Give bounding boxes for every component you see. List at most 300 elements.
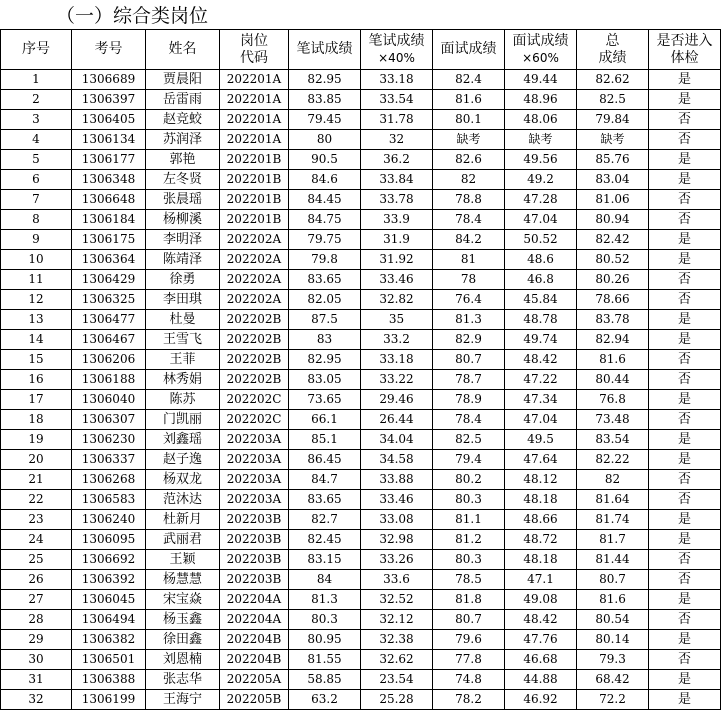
- cell-exam-no: 1306337: [72, 450, 146, 470]
- cell-exam-no: 1306325: [72, 290, 146, 310]
- cell-physical-exam: 是: [649, 90, 721, 110]
- cell-physical-exam: 否: [649, 490, 721, 510]
- cell-no: 25: [1, 550, 72, 570]
- header-interview-60: 面试成绩 ×60%: [505, 30, 577, 70]
- cell-position-code: 202202B: [220, 310, 289, 330]
- cell-exam-no: 1306188: [72, 370, 146, 390]
- cell-interview-60: 48.78: [505, 310, 577, 330]
- cell-interview-score: 76.4: [433, 290, 505, 310]
- cell-physical-exam: 否: [649, 210, 721, 230]
- cell-interview-60: 47.1: [505, 570, 577, 590]
- cell-no: 30: [1, 650, 72, 670]
- cell-no: 26: [1, 570, 72, 590]
- cell-total-score: 82.22: [577, 450, 649, 470]
- cell-written-40: 33.2: [361, 330, 433, 350]
- cell-interview-60: 44.88: [505, 670, 577, 690]
- header-total-score: 总 成绩: [577, 30, 649, 70]
- cell-interview-score: 80.7: [433, 350, 505, 370]
- cell-position-code: 202203A: [220, 450, 289, 470]
- cell-no: 8: [1, 210, 72, 230]
- cell-interview-60: 47.04: [505, 210, 577, 230]
- cell-physical-exam: 是: [649, 250, 721, 270]
- cell-written-score: 80.3: [289, 610, 361, 630]
- cell-written-40: 29.46: [361, 390, 433, 410]
- cell-physical-exam: 否: [649, 570, 721, 590]
- header-written-40: 笔试成绩 ×40%: [361, 30, 433, 70]
- cell-exam-no: 1306206: [72, 350, 146, 370]
- table-row: [1, 550, 721, 570]
- cell-total-score: 81.64: [577, 490, 649, 510]
- cell-written-40: 32.38: [361, 630, 433, 650]
- table-row: [1, 430, 721, 450]
- cell-interview-60: 48.66: [505, 510, 577, 530]
- cell-exam-no: 1306477: [72, 310, 146, 330]
- cell-name: 王颖: [146, 550, 220, 570]
- cell-no: 18: [1, 410, 72, 430]
- cell-name: 张志华: [146, 670, 220, 690]
- table-row: [1, 270, 721, 290]
- cell-exam-no: 1306268: [72, 470, 146, 490]
- cell-no: 23: [1, 510, 72, 530]
- cell-written-40: 33.46: [361, 270, 433, 290]
- cell-written-score: 83.05: [289, 370, 361, 390]
- cell-interview-score: 82.4: [433, 70, 505, 90]
- cell-interview-60: 48.72: [505, 530, 577, 550]
- cell-total-score: 81.06: [577, 190, 649, 210]
- cell-exam-no: 1306648: [72, 190, 146, 210]
- cell-physical-exam: 否: [649, 410, 721, 430]
- cell-written-score: 83.65: [289, 270, 361, 290]
- cell-no: 20: [1, 450, 72, 470]
- cell-written-40: 33.46: [361, 490, 433, 510]
- table-row: [1, 390, 721, 410]
- cell-position-code: 202201A: [220, 90, 289, 110]
- cell-exam-no: 1306382: [72, 630, 146, 650]
- cell-physical-exam: 是: [649, 230, 721, 250]
- cell-written-40: 33.22: [361, 370, 433, 390]
- cell-exam-no: 1306348: [72, 170, 146, 190]
- cell-exam-no: 1306364: [72, 250, 146, 270]
- header-no: 序号: [1, 30, 72, 70]
- header-exam-no: 考号: [72, 30, 146, 70]
- cell-total-score: 82.42: [577, 230, 649, 250]
- cell-written-40: 32.82: [361, 290, 433, 310]
- cell-total-score: 82.62: [577, 70, 649, 90]
- cell-no: 7: [1, 190, 72, 210]
- cell-written-40: 23.54: [361, 670, 433, 690]
- cell-name: 贾晨阳: [146, 70, 220, 90]
- cell-exam-no: 1306494: [72, 610, 146, 630]
- cell-written-score: 82.7: [289, 510, 361, 530]
- cell-total-score: 85.76: [577, 150, 649, 170]
- cell-interview-60: 48.18: [505, 490, 577, 510]
- cell-interview-60: 48.42: [505, 350, 577, 370]
- table-row: [1, 450, 721, 470]
- cell-name: 杨慧慧: [146, 570, 220, 590]
- cell-interview-60: 47.64: [505, 450, 577, 470]
- cell-total-score: 81.6: [577, 590, 649, 610]
- table-row: [1, 630, 721, 650]
- cell-physical-exam: 是: [649, 150, 721, 170]
- cell-physical-exam: 否: [649, 350, 721, 370]
- header-written-score: 笔试成绩: [289, 30, 361, 70]
- cell-name: 岳雷雨: [146, 90, 220, 110]
- cell-physical-exam: 否: [649, 470, 721, 490]
- table-row: [1, 230, 721, 250]
- cell-written-score: 81.3: [289, 590, 361, 610]
- cell-position-code: 202201A: [220, 110, 289, 130]
- cell-exam-no: 1306199: [72, 690, 146, 710]
- cell-no: 19: [1, 430, 72, 450]
- cell-interview-score: 78: [433, 270, 505, 290]
- cell-physical-exam: 否: [649, 270, 721, 290]
- cell-interview-60: 48.96: [505, 90, 577, 110]
- cell-exam-no: 1306184: [72, 210, 146, 230]
- cell-written-score: 82.45: [289, 530, 361, 550]
- cell-interview-score: 78.8: [433, 190, 505, 210]
- cell-position-code: 202202C: [220, 390, 289, 410]
- cell-position-code: 202202B: [220, 350, 289, 370]
- cell-name: 徐田鑫: [146, 630, 220, 650]
- cell-total-score: 78.66: [577, 290, 649, 310]
- cell-total-score: 76.8: [577, 390, 649, 410]
- cell-position-code: 202201B: [220, 150, 289, 170]
- cell-exam-no: 1306689: [72, 70, 146, 90]
- cell-total-score: 73.48: [577, 410, 649, 430]
- cell-no: 3: [1, 110, 72, 130]
- cell-interview-score: 78.4: [433, 410, 505, 430]
- cell-no: 15: [1, 350, 72, 370]
- cell-position-code: 202202A: [220, 250, 289, 270]
- cell-position-code: 202202C: [220, 410, 289, 430]
- cell-interview-score: 82.6: [433, 150, 505, 170]
- cell-total-score: 79.3: [577, 650, 649, 670]
- cell-position-code: 202204B: [220, 650, 289, 670]
- cell-no: 12: [1, 290, 72, 310]
- cell-total-score: 缺考: [577, 130, 649, 150]
- cell-interview-60: 47.34: [505, 390, 577, 410]
- cell-position-code: 202205A: [220, 670, 289, 690]
- cell-written-score: 82.95: [289, 70, 361, 90]
- cell-name: 张晨瑶: [146, 190, 220, 210]
- cell-interview-60: 50.52: [505, 230, 577, 250]
- cell-written-score: 84.45: [289, 190, 361, 210]
- cell-exam-no: 1306388: [72, 670, 146, 690]
- table-row: [1, 70, 721, 90]
- cell-exam-no: 1306040: [72, 390, 146, 410]
- table-row: [1, 410, 721, 430]
- cell-written-score: 66.1: [289, 410, 361, 430]
- table-row: [1, 650, 721, 670]
- table-row: [1, 510, 721, 530]
- table-row: [1, 190, 721, 210]
- header-position-code: 岗位 代码: [220, 30, 289, 70]
- cell-position-code: 202205B: [220, 690, 289, 710]
- cell-interview-score: 80.1: [433, 110, 505, 130]
- cell-total-score: 83.78: [577, 310, 649, 330]
- cell-interview-60: 49.08: [505, 590, 577, 610]
- cell-written-score: 81.55: [289, 650, 361, 670]
- cell-written-40: 35: [361, 310, 433, 330]
- table-row: [1, 530, 721, 550]
- cell-written-40: 32.12: [361, 610, 433, 630]
- cell-interview-score: 78.5: [433, 570, 505, 590]
- cell-written-40: 33.88: [361, 470, 433, 490]
- cell-written-score: 84.7: [289, 470, 361, 490]
- cell-interview-60: 48.42: [505, 610, 577, 630]
- cell-exam-no: 1306307: [72, 410, 146, 430]
- cell-no: 11: [1, 270, 72, 290]
- cell-no: 21: [1, 470, 72, 490]
- cell-written-40: 33.78: [361, 190, 433, 210]
- cell-name: 赵竞蛟: [146, 110, 220, 130]
- cell-position-code: 202204A: [220, 610, 289, 630]
- cell-physical-exam: 否: [649, 110, 721, 130]
- cell-physical-exam: 是: [649, 70, 721, 90]
- cell-written-40: 34.04: [361, 430, 433, 450]
- cell-no: 2: [1, 90, 72, 110]
- table-row: [1, 590, 721, 610]
- cell-exam-no: 1306501: [72, 650, 146, 670]
- cell-total-score: 68.42: [577, 670, 649, 690]
- cell-name: 杨柳溪: [146, 210, 220, 230]
- cell-written-score: 63.2: [289, 690, 361, 710]
- cell-interview-score: 缺考: [433, 130, 505, 150]
- cell-interview-score: 80.3: [433, 550, 505, 570]
- cell-name: 徐勇: [146, 270, 220, 290]
- cell-interview-score: 78.7: [433, 370, 505, 390]
- cell-name: 陈靖泽: [146, 250, 220, 270]
- cell-exam-no: 1306405: [72, 110, 146, 130]
- cell-name: 苏润泽: [146, 130, 220, 150]
- cell-physical-exam: 否: [649, 130, 721, 150]
- table-row: [1, 90, 721, 110]
- cell-position-code: 202203A: [220, 470, 289, 490]
- cell-written-40: 36.2: [361, 150, 433, 170]
- cell-physical-exam: 否: [649, 550, 721, 570]
- cell-name: 李田琪: [146, 290, 220, 310]
- cell-position-code: 202203B: [220, 550, 289, 570]
- cell-total-score: 80.44: [577, 370, 649, 390]
- cell-position-code: 202202A: [220, 270, 289, 290]
- cell-written-score: 79.45: [289, 110, 361, 130]
- cell-interview-score: 78.4: [433, 210, 505, 230]
- cell-written-40: 26.44: [361, 410, 433, 430]
- cell-physical-exam: 是: [649, 590, 721, 610]
- cell-total-score: 81.6: [577, 350, 649, 370]
- table-row: [1, 490, 721, 510]
- cell-physical-exam: 是: [649, 390, 721, 410]
- cell-exam-no: 1306429: [72, 270, 146, 290]
- cell-written-score: 73.65: [289, 390, 361, 410]
- cell-no: 14: [1, 330, 72, 350]
- results-table: [0, 29, 721, 710]
- cell-interview-60: 46.68: [505, 650, 577, 670]
- cell-written-score: 82.05: [289, 290, 361, 310]
- cell-name: 王雪飞: [146, 330, 220, 350]
- cell-total-score: 80.14: [577, 630, 649, 650]
- cell-total-score: 80.52: [577, 250, 649, 270]
- cell-exam-no: 1306467: [72, 330, 146, 350]
- cell-physical-exam: 是: [649, 630, 721, 650]
- cell-written-40: 33.54: [361, 90, 433, 110]
- cell-written-score: 90.5: [289, 150, 361, 170]
- cell-interview-score: 81.1: [433, 510, 505, 530]
- cell-name: 刘恩楠: [146, 650, 220, 670]
- cell-no: 31: [1, 670, 72, 690]
- cell-interview-60: 缺考: [505, 130, 577, 150]
- cell-interview-60: 47.04: [505, 410, 577, 430]
- cell-total-score: 82: [577, 470, 649, 490]
- cell-total-score: 82.94: [577, 330, 649, 350]
- cell-interview-score: 82: [433, 170, 505, 190]
- cell-written-40: 32: [361, 130, 433, 150]
- cell-interview-score: 82.5: [433, 430, 505, 450]
- cell-total-score: 80.26: [577, 270, 649, 290]
- cell-interview-score: 77.8: [433, 650, 505, 670]
- cell-no: 22: [1, 490, 72, 510]
- cell-interview-score: 81: [433, 250, 505, 270]
- cell-name: 杨双龙: [146, 470, 220, 490]
- cell-total-score: 81.7: [577, 530, 649, 550]
- cell-interview-score: 79.4: [433, 450, 505, 470]
- cell-written-score: 84.6: [289, 170, 361, 190]
- cell-position-code: 202203B: [220, 570, 289, 590]
- cell-total-score: 80.54: [577, 610, 649, 630]
- cell-no: 1: [1, 70, 72, 90]
- header-row: [1, 30, 721, 70]
- cell-name: 郭艳: [146, 150, 220, 170]
- cell-total-score: 81.44: [577, 550, 649, 570]
- cell-written-score: 83.85: [289, 90, 361, 110]
- cell-name: 林秀娟: [146, 370, 220, 390]
- cell-exam-no: 1306134: [72, 130, 146, 150]
- cell-exam-no: 1306397: [72, 90, 146, 110]
- cell-interview-score: 81.2: [433, 530, 505, 550]
- cell-no: 5: [1, 150, 72, 170]
- table-row: [1, 690, 721, 710]
- cell-exam-no: 1306045: [72, 590, 146, 610]
- table-row: [1, 470, 721, 490]
- cell-physical-exam: 是: [649, 690, 721, 710]
- cell-name: 陈苏: [146, 390, 220, 410]
- table-body: [1, 70, 721, 710]
- cell-no: 16: [1, 370, 72, 390]
- cell-name: 杜新月: [146, 510, 220, 530]
- cell-physical-exam: 是: [649, 310, 721, 330]
- cell-written-score: 85.1: [289, 430, 361, 450]
- cell-written-score: 83: [289, 330, 361, 350]
- cell-interview-score: 82.9: [433, 330, 505, 350]
- cell-written-score: 83.65: [289, 490, 361, 510]
- cell-written-score: 84: [289, 570, 361, 590]
- cell-written-score: 79.75: [289, 230, 361, 250]
- cell-no: 17: [1, 390, 72, 410]
- cell-total-score: 83.54: [577, 430, 649, 450]
- cell-written-40: 31.9: [361, 230, 433, 250]
- cell-interview-score: 78.2: [433, 690, 505, 710]
- cell-name: 王海宁: [146, 690, 220, 710]
- cell-position-code: 202203A: [220, 490, 289, 510]
- cell-position-code: 202201B: [220, 170, 289, 190]
- cell-interview-60: 49.2: [505, 170, 577, 190]
- cell-written-score: 84.75: [289, 210, 361, 230]
- header-interview-score: 面试成绩: [433, 30, 505, 70]
- cell-no: 28: [1, 610, 72, 630]
- cell-interview-60: 46.8: [505, 270, 577, 290]
- cell-physical-exam: 否: [649, 650, 721, 670]
- cell-name: 王菲: [146, 350, 220, 370]
- cell-written-score: 86.45: [289, 450, 361, 470]
- cell-physical-exam: 否: [649, 610, 721, 630]
- cell-written-score: 80: [289, 130, 361, 150]
- cell-interview-60: 49.44: [505, 70, 577, 90]
- cell-position-code: 202202A: [220, 230, 289, 250]
- table-row: [1, 250, 721, 270]
- cell-no: 6: [1, 170, 72, 190]
- cell-interview-60: 47.28: [505, 190, 577, 210]
- cell-no: 9: [1, 230, 72, 250]
- cell-name: 武丽君: [146, 530, 220, 550]
- cell-interview-60: 45.84: [505, 290, 577, 310]
- cell-name: 门凯丽: [146, 410, 220, 430]
- table-row: [1, 610, 721, 630]
- cell-interview-score: 78.9: [433, 390, 505, 410]
- cell-physical-exam: 是: [649, 430, 721, 450]
- cell-written-40: 33.9: [361, 210, 433, 230]
- cell-position-code: 202201A: [220, 70, 289, 90]
- table-row: [1, 570, 721, 590]
- cell-exam-no: 1306230: [72, 430, 146, 450]
- cell-written-40: 33.08: [361, 510, 433, 530]
- cell-physical-exam: 是: [649, 530, 721, 550]
- cell-interview-score: 80.2: [433, 470, 505, 490]
- cell-total-score: 72.2: [577, 690, 649, 710]
- cell-interview-60: 49.5: [505, 430, 577, 450]
- cell-position-code: 202201B: [220, 190, 289, 210]
- table-row: [1, 290, 721, 310]
- cell-interview-60: 49.74: [505, 330, 577, 350]
- cell-interview-60: 48.12: [505, 470, 577, 490]
- cell-interview-60: 48.6: [505, 250, 577, 270]
- cell-interview-score: 81.8: [433, 590, 505, 610]
- cell-written-40: 25.28: [361, 690, 433, 710]
- cell-written-40: 31.92: [361, 250, 433, 270]
- cell-written-40: 33.18: [361, 350, 433, 370]
- cell-total-score: 83.04: [577, 170, 649, 190]
- cell-physical-exam: 否: [649, 190, 721, 210]
- cell-written-score: 87.5: [289, 310, 361, 330]
- cell-total-score: 80.7: [577, 570, 649, 590]
- table-row: [1, 110, 721, 130]
- cell-no: 10: [1, 250, 72, 270]
- table-row: [1, 350, 721, 370]
- cell-written-score: 82.95: [289, 350, 361, 370]
- cell-position-code: 202203A: [220, 430, 289, 450]
- cell-physical-exam: 是: [649, 170, 721, 190]
- cell-name: 范沐达: [146, 490, 220, 510]
- cell-written-40: 33.84: [361, 170, 433, 190]
- table-row: [1, 330, 721, 350]
- table-row: [1, 370, 721, 390]
- cell-written-score: 80.95: [289, 630, 361, 650]
- table-row: [1, 670, 721, 690]
- cell-interview-60: 48.18: [505, 550, 577, 570]
- table-row: [1, 150, 721, 170]
- cell-physical-exam: 是: [649, 670, 721, 690]
- cell-written-40: 32.52: [361, 590, 433, 610]
- cell-written-40: 32.98: [361, 530, 433, 550]
